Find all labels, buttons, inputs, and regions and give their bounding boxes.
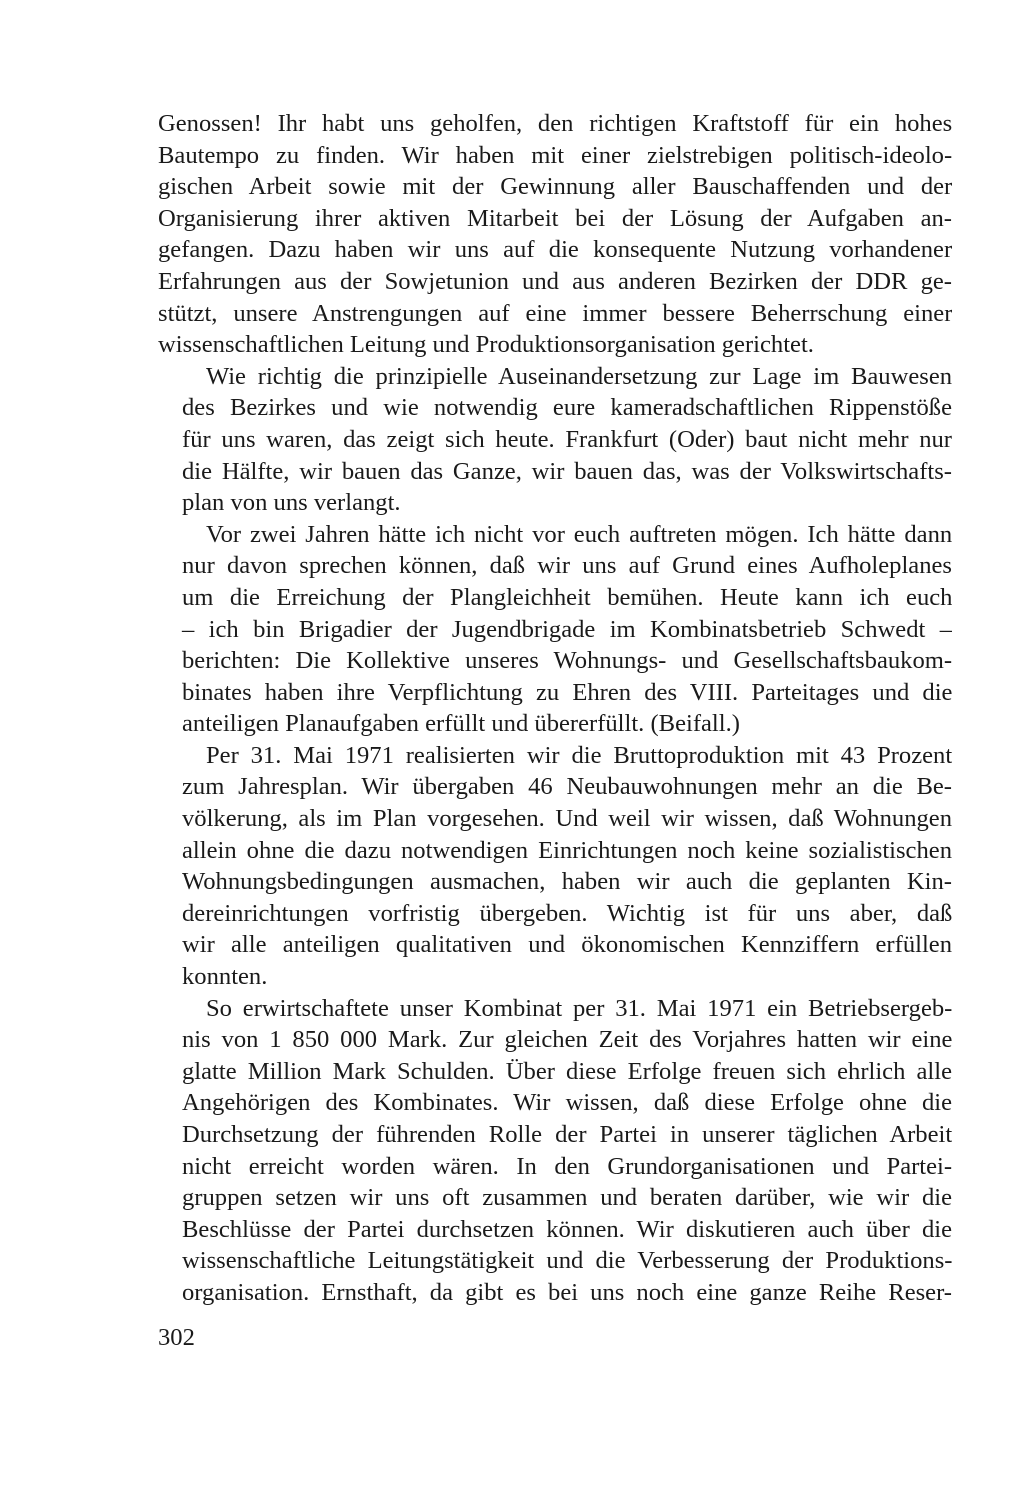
paragraph (158, 361, 952, 519)
text-line: allein ohne die dazu notwendigen Einrichtungen noch keine sozialistischen (182, 836, 952, 864)
text-line: nicht erreicht worden wären. In den Grundorganisationen und Partei- (182, 1152, 952, 1180)
text-line: konnten. (182, 963, 268, 991)
text-line: organisation. Ernsthaft, da gibt es bei uns noch eine ganze Reihe Reser- (182, 1278, 952, 1306)
text-line: dereinrichtungen vorfristig übergeben. Wichtig ist für uns aber, daß (182, 899, 952, 927)
text-line: gischen Arbeit sowie mit der Gewinnung aller Bauschaffenden und der (158, 173, 952, 201)
text-line: Organisierung ihrer aktiven Mitarbeit bei der Lösung der Aufgaben an- (158, 204, 952, 232)
text-line: gefangen. Dazu haben wir uns auf die konsequente Nutzung vorhandener (158, 236, 952, 264)
paragraph (158, 108, 952, 361)
text-line: anteiligen Planaufgaben erfüllt und übererfüllt. (Beifall.) (182, 710, 740, 738)
text-line: gruppen setzen wir uns oft zusammen und beraten darüber, wie wir die (182, 1184, 952, 1212)
text-line: Wohnungsbedingungen ausmachen, haben wir auch die geplanten Kin- (182, 868, 952, 896)
page-number: 302 (158, 1324, 195, 1351)
text-line: Durchsetzung der führenden Rolle der Partei in unserer täglichen Arbeit (182, 1121, 952, 1148)
text-line: plan von uns verlangt. (182, 489, 401, 517)
paragraph (158, 740, 952, 993)
paragraph (158, 993, 952, 1309)
text-line: Genossen! Ihr habt uns geholfen, den richtigen Kraftstoff für ein hohes (158, 110, 952, 137)
text-line: zum Jahresplan. Wir übergaben 46 Neubauwohnungen mehr an die Be- (182, 773, 952, 801)
text-line: um die Erreichung der Plangleichheit bemühen. Heute kann ich euch (182, 583, 952, 611)
text-line: wissenschaftliche Leitungstätigkeit und die Verbesserung der Produktions- (182, 1247, 952, 1275)
text-line: berichten: Die Kollektive unseres Wohnungs- und Gesellschaftsbaukom- (182, 647, 952, 675)
text-line: wissenschaftlichen Leitung und Produktionsorganisation gerichtet. (158, 331, 814, 359)
body-text (158, 108, 952, 1309)
text-line: für uns waren, das zeigt sich heute. Frankfurt (Oder) baut nicht mehr nur (182, 425, 952, 453)
text-line: stützt, unsere Anstrengungen auf eine immer bessere Beherrschung einer (158, 299, 952, 327)
text-line: des Bezirkes und wie notwendig eure kameradschaftlichen Rippenstöße (182, 394, 952, 422)
paragraph (158, 519, 952, 740)
text-line: wir alle anteiligen qualitativen und ökonomischen Kennziffern erfüllen (182, 931, 952, 959)
text-line: – ich bin Brigadier der Jugendbrigade im Kombinatsbetrieb Schwedt – (182, 615, 952, 643)
text-line: Bautempo zu finden. Wir haben mit einer zielstrebigen politisch-ideolo- (158, 141, 952, 169)
text-line: Erfahrungen aus der Sowjetunion und aus anderen Bezirken der DDR ge- (158, 267, 952, 295)
text-line: Angehörigen des Kombinates. Wir wissen, daß diese Erfolge ohne die (182, 1089, 952, 1117)
text-line: Wie richtig die prinzipielle Auseinandersetzung zur Lage im Bauwesen (206, 362, 952, 390)
text-line: binates haben ihre Verpflichtung zu Ehren des VIII. Parteitages und die (182, 678, 952, 706)
text-line: nis von 1 850 000 Mark. Zur gleichen Zeit des Vorjahres hatten wir eine (182, 1026, 952, 1054)
text-line: So erwirtschaftete unser Kombinat per 31. Mai 1971 ein Betriebsergeb- (206, 994, 952, 1022)
text-line: glatte Million Mark Schulden. Über diese Erfolge freuen sich ehrlich alle (182, 1057, 952, 1085)
text-line: völkerung, als im Plan vorgesehen. Und weil wir wissen, daß Wohnungen (182, 805, 952, 833)
text-line: Beschlüsse der Partei durchsetzen können. Wir diskutieren auch über die (182, 1215, 952, 1243)
text-line: nur davon sprechen können, daß wir uns auf Grund eines Aufholeplanes (182, 552, 952, 580)
text-line: Per 31. Mai 1971 realisierten wir die Bruttoproduktion mit 43 Prozent (206, 741, 952, 769)
text-line: Vor zwei Jahren hätte ich nicht vor euch auftreten mögen. Ich hätte dann (206, 520, 952, 548)
text-line: die Hälfte, wir bauen das Ganze, wir bauen das, was der Volkswirtschafts- (182, 457, 952, 485)
